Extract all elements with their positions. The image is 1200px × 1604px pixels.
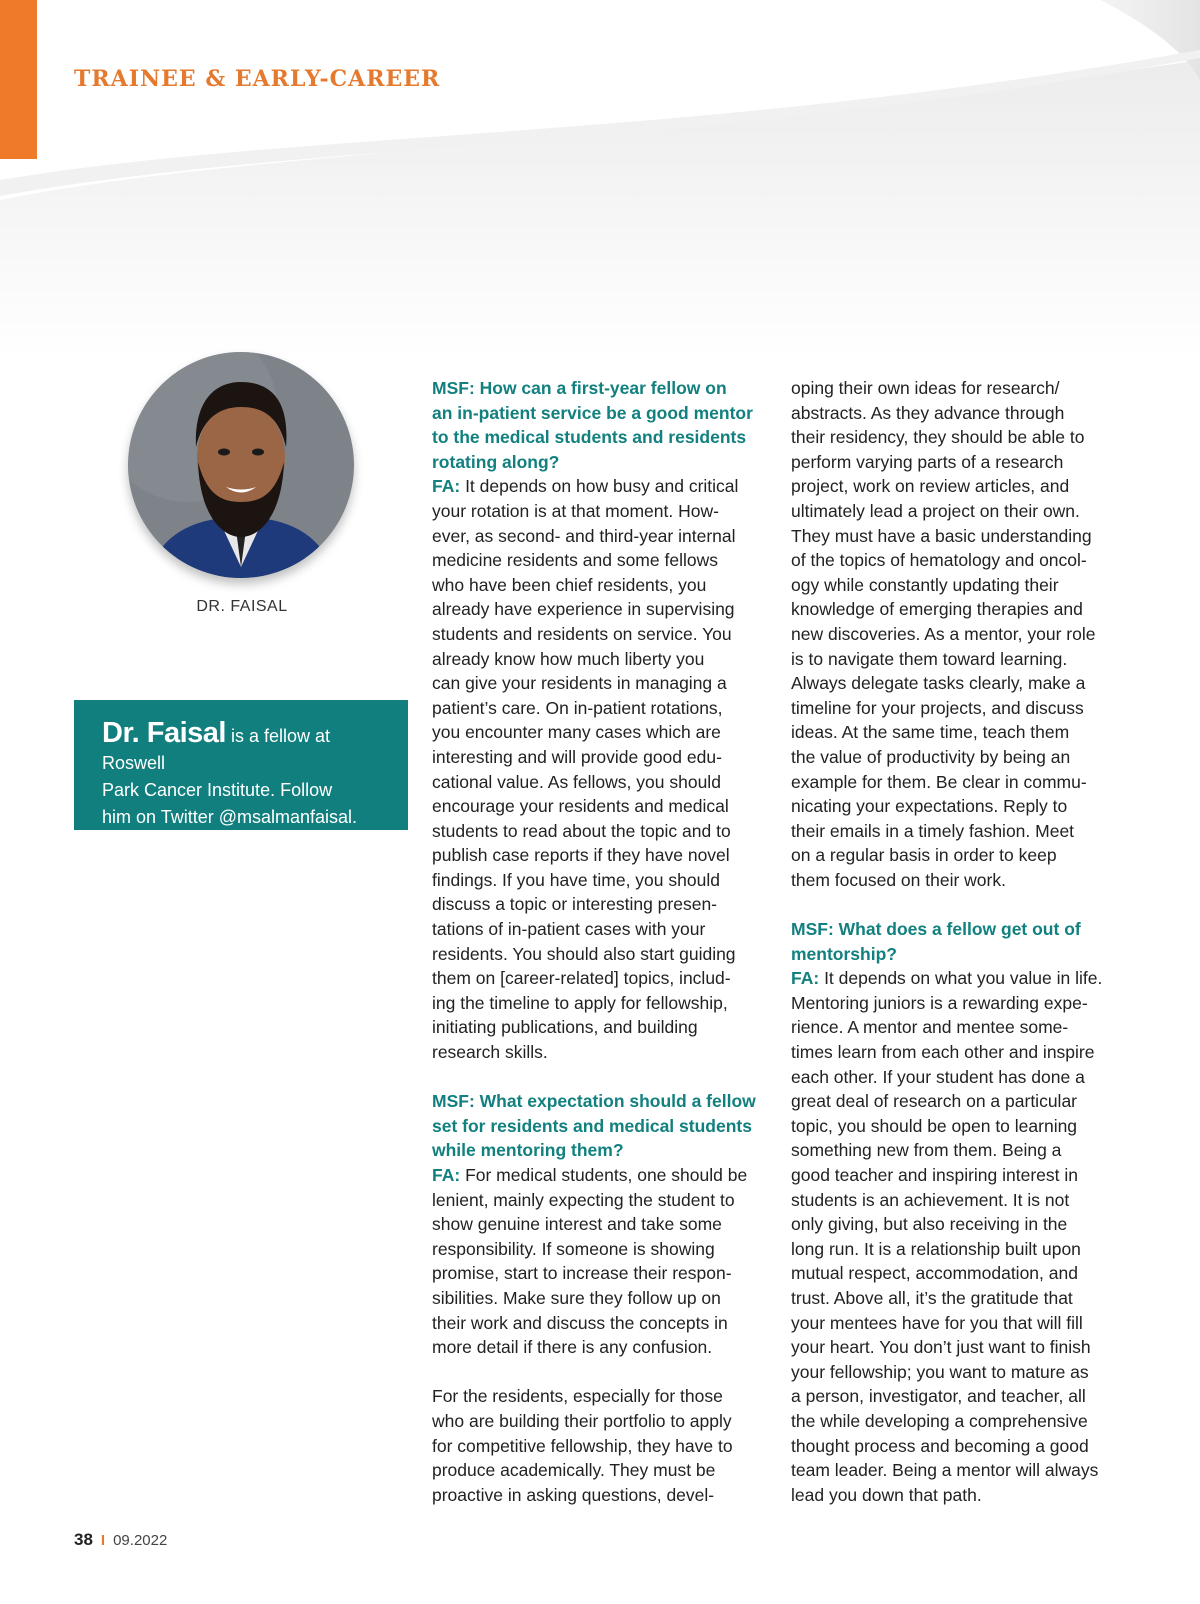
- answer-line: [791, 966, 1131, 991]
- answer-line: only giving, but also receiving in the: [791, 1214, 1068, 1235]
- answer-line: your fellowship; you want to mature as: [791, 1361, 1089, 1382]
- answer-line: abstracts. As they advance through: [791, 402, 1065, 423]
- footer-separator: I: [100, 1532, 106, 1549]
- answer-line: findings. If you have time, you should: [432, 869, 720, 890]
- answer-line: ideas. At the same time, teach them: [791, 722, 1070, 743]
- answer-line: their residency, they should be able to: [791, 427, 1085, 448]
- answer-text: It depends on how busy and critical: [460, 476, 739, 497]
- answer-line: who are building their portfolio to apply: [432, 1410, 732, 1431]
- question-line: to the medical students and residents: [432, 427, 747, 448]
- answer-line: times learn from each other and inspire: [791, 1042, 1095, 1063]
- answer-line: students is an achievement. It is not: [791, 1189, 1070, 1210]
- answer-line: tations of in-patient cases with your: [432, 919, 706, 940]
- bio-line-2: Park Cancer Institute. Follow: [102, 780, 333, 800]
- answer-line: a person, investigator, and teacher, all: [791, 1386, 1086, 1407]
- answer-line: can give your residents in managing a: [432, 673, 727, 694]
- answer-line: is to navigate them toward learning.: [791, 648, 1068, 669]
- paragraph-gap: [791, 892, 1131, 917]
- answer-line: great deal of research on a particular: [791, 1091, 1077, 1112]
- answer-line: proactive in asking questions, devel-: [432, 1484, 715, 1505]
- answer-line: team leader. Being a mentor will always: [791, 1460, 1099, 1481]
- page-footer: [74, 1530, 167, 1550]
- question-line: an in-patient service be a good mentor: [432, 402, 753, 423]
- paragraph-gap: [432, 1065, 772, 1090]
- section-label: TRAINEE & EARLY-CAREER: [74, 66, 441, 92]
- answer-line: ing the timeline to apply for fellowship,: [432, 992, 728, 1013]
- question-line: MSF: How can a first-year fellow on: [432, 378, 727, 398]
- page-number: 38: [74, 1530, 93, 1549]
- answer-line: thought process and becoming a good: [791, 1435, 1089, 1456]
- answer-line: For the residents, especially for those: [432, 1386, 723, 1407]
- answer-line: produce academically. They must be: [432, 1460, 716, 1481]
- answer-line: initiating publications, and building: [432, 1017, 698, 1038]
- answer-line: show genuine interest and take some: [432, 1214, 722, 1235]
- answer-line: long run. It is a relationship built upon: [791, 1238, 1081, 1259]
- answer-line: who have been chief residents, you: [432, 574, 707, 595]
- question-line: MSF: What does a fellow get out of: [791, 919, 1081, 940]
- answer-line: already know how much liberty you: [432, 648, 705, 669]
- answer-line: ultimately lead a project on their own.: [791, 500, 1080, 521]
- answer-line: discuss a topic or interesting presen-: [432, 894, 717, 915]
- answer-line: the value of productivity by being an: [791, 746, 1071, 767]
- answer-line: their work and discuss the concepts in: [432, 1312, 728, 1333]
- answer-line: encourage your residents and medical: [432, 796, 729, 817]
- answer-text: It depends on what you value in life.: [819, 968, 1103, 989]
- answer-line: you encounter many cases which are: [432, 722, 721, 743]
- answer-line: interesting and will provide good edu-: [432, 746, 722, 767]
- answer-line: research skills.: [432, 1042, 548, 1063]
- answer-line: them focused on their work.: [791, 869, 1006, 890]
- question-line: MSF: What expectation should a fellow: [432, 1091, 756, 1112]
- orange-accent-tab: [0, 0, 37, 159]
- answer-line: publish case reports if they have novel: [432, 845, 730, 866]
- answer-line: [432, 474, 772, 499]
- answer-line: patient’s care. On in-patient rotations,: [432, 697, 723, 718]
- answer-line: ogy while constantly updating their: [791, 574, 1059, 595]
- answer-line: timeline for your projects, and discuss: [791, 697, 1084, 718]
- issue-date: 09.2022: [113, 1532, 168, 1549]
- article-column-2: [791, 376, 1131, 1507]
- question-line: set for residents and medical students: [432, 1115, 752, 1136]
- answer-line: sibilities. Make sure they follow up on: [432, 1287, 721, 1308]
- answer-line: medicine residents and some fellows: [432, 550, 718, 571]
- answer-line: your heart. You don’t just want to finish: [791, 1337, 1091, 1358]
- answer-line: your rotation is at that moment. How-: [432, 500, 719, 521]
- answer-line: Mentoring juniors is a rewarding expe-: [791, 992, 1088, 1013]
- answer-line: example for them. Be clear in commu-: [791, 771, 1087, 792]
- answer-line: trust. Above all, it’s the gratitude that: [791, 1287, 1073, 1308]
- answer-line: ever, as second- and third-year internal: [432, 525, 736, 546]
- answer-line: for competitive fellowship, they have to: [432, 1435, 733, 1456]
- answer-label: FA:: [432, 1165, 461, 1185]
- answer-line: [432, 1163, 772, 1188]
- answer-line: something new from them. Being a: [791, 1140, 1062, 1161]
- answer-line: new discoveries. As a mentor, your role: [791, 623, 1096, 644]
- answer-line: lenient, mainly expecting the student to: [432, 1189, 735, 1210]
- answer-line: good teacher and inspiring interest in: [791, 1165, 1078, 1185]
- answer-line: oping their own ideas for research/: [791, 378, 1060, 398]
- answer-line: them on [career-related] topics, includ-: [432, 968, 731, 989]
- answer-line: your mentees have for you that will fill: [791, 1312, 1083, 1333]
- answer-line: students to read about the topic and to: [432, 820, 731, 841]
- answer-line: project, work on review articles, and: [791, 476, 1070, 497]
- question-line: rotating along?: [432, 451, 560, 472]
- answer-line: nicating your expectations. Reply to: [791, 796, 1068, 817]
- answer-label: FA:: [432, 476, 461, 497]
- answer-line: responsibility. If someone is showing: [432, 1238, 715, 1259]
- article-column-1: [432, 376, 772, 1507]
- answer-label: FA:: [791, 968, 820, 989]
- bio-name: Dr. Faisal: [102, 717, 226, 749]
- question-line: while mentoring them?: [432, 1140, 624, 1161]
- answer-line: They must have a basic understanding: [791, 525, 1092, 546]
- portrait-photo: [128, 352, 354, 578]
- question-line: mentorship?: [791, 943, 897, 964]
- answer-line: already have experience in supervising: [432, 599, 735, 620]
- answer-line: of the topics of hematology and oncol-: [791, 550, 1087, 571]
- answer-text: For medical students, one should be: [460, 1165, 748, 1185]
- answer-line: more detail if there is any confusion.: [432, 1337, 713, 1358]
- answer-line: perform varying parts of a research: [791, 451, 1064, 472]
- answer-line: students and residents on service. You: [432, 623, 732, 644]
- answer-line: topic, you should be open to learning: [791, 1115, 1078, 1136]
- bio-text: is a fellow at Roswell: [102, 726, 331, 773]
- bio-box: [74, 700, 408, 830]
- answer-line: cational value. As fellows, you should: [432, 771, 721, 792]
- answer-line: promise, start to increase their respon-: [432, 1263, 732, 1284]
- answer-line: Always delegate tasks clearly, make a: [791, 673, 1086, 694]
- answer-line: their emails in a timely fashion. Meet: [791, 820, 1075, 841]
- answer-line: knowledge of emerging therapies and: [791, 599, 1083, 620]
- paragraph-gap: [432, 1360, 772, 1385]
- answer-line: the while developing a comprehensive: [791, 1410, 1088, 1431]
- answer-line: each other. If your student has done a: [791, 1066, 1085, 1087]
- bio-line-1: [102, 717, 394, 777]
- answer-line: on a regular basis in order to keep: [791, 845, 1057, 866]
- background-swoosh: [0, 0, 1200, 360]
- photo-caption: DR. FAISAL: [196, 598, 288, 615]
- answer-line: mutual respect, accommodation, and: [791, 1263, 1078, 1284]
- bio-line-3: him on Twitter @msalmanfaisal.: [102, 807, 358, 827]
- answer-line: residents. You should also start guiding: [432, 943, 736, 964]
- answer-line: lead you down that path.: [791, 1484, 982, 1505]
- answer-line: rience. A mentor and mentee some-: [791, 1017, 1069, 1038]
